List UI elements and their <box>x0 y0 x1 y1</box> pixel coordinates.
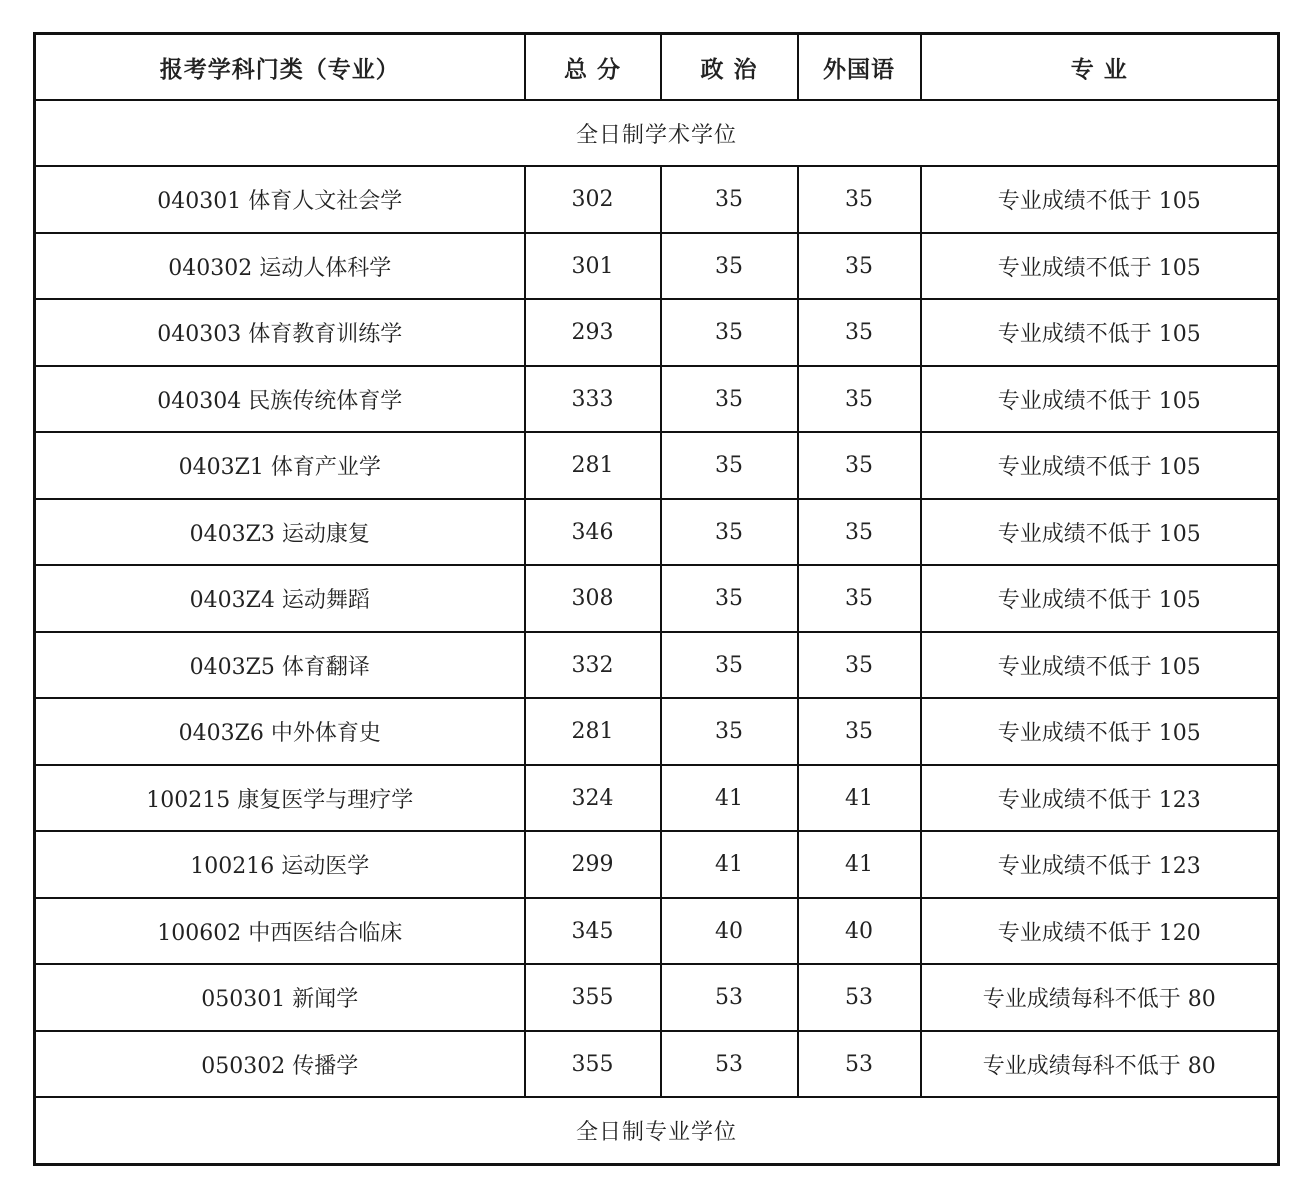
cell-major: 专业成绩每科不低于 80 <box>921 964 1279 1030</box>
cell-politics: 53 <box>661 964 798 1030</box>
cell-total: 299 <box>525 831 661 897</box>
section-professional-label: 全日制专业学位 <box>35 1097 1279 1164</box>
cell-total: 345 <box>525 898 661 964</box>
cell-politics: 41 <box>661 831 798 897</box>
cell-discipline: 040301 体育人文社会学 <box>35 166 525 232</box>
cell-foreign: 53 <box>798 1031 921 1097</box>
cell-discipline: 100216 运动医学 <box>35 831 525 897</box>
table-row <box>35 432 1279 498</box>
cell-total: 301 <box>525 233 661 299</box>
cell-total: 302 <box>525 166 661 232</box>
cell-foreign: 35 <box>798 233 921 299</box>
cell-discipline: 100215 康复医学与理疗学 <box>35 765 525 831</box>
cell-politics: 35 <box>661 698 798 764</box>
table-row <box>35 166 1279 232</box>
cell-major: 专业成绩不低于 105 <box>921 565 1279 631</box>
cell-politics: 35 <box>661 366 798 432</box>
cell-major: 专业成绩每科不低于 80 <box>921 1031 1279 1097</box>
cell-total: 332 <box>525 632 661 698</box>
cell-discipline: 0403Z4 运动舞蹈 <box>35 565 525 631</box>
cell-major: 专业成绩不低于 120 <box>921 898 1279 964</box>
table-row <box>35 632 1279 698</box>
cell-major: 专业成绩不低于 105 <box>921 166 1279 232</box>
cell-total: 281 <box>525 432 661 498</box>
cell-discipline: 040303 体育教育训练学 <box>35 299 525 365</box>
cell-politics: 35 <box>661 299 798 365</box>
cell-major: 专业成绩不低于 105 <box>921 299 1279 365</box>
cell-discipline: 0403Z5 体育翻译 <box>35 632 525 698</box>
table-row <box>35 565 1279 631</box>
cell-total: 333 <box>525 366 661 432</box>
header-foreign-language: 外国语 <box>798 34 921 101</box>
cell-foreign: 40 <box>798 898 921 964</box>
cell-discipline: 050302 传播学 <box>35 1031 525 1097</box>
cell-politics: 40 <box>661 898 798 964</box>
cell-discipline: 040304 民族传统体育学 <box>35 366 525 432</box>
table-row <box>35 964 1279 1030</box>
table-row <box>35 366 1279 432</box>
table-row <box>35 499 1279 565</box>
table-row <box>35 1031 1279 1097</box>
header-major: 专 业 <box>921 34 1279 101</box>
cell-major: 专业成绩不低于 105 <box>921 432 1279 498</box>
cell-discipline: 100602 中西医结合临床 <box>35 898 525 964</box>
table-row <box>35 765 1279 831</box>
cell-politics: 35 <box>661 565 798 631</box>
header-row <box>35 34 1279 101</box>
cell-major: 专业成绩不低于 105 <box>921 698 1279 764</box>
cell-foreign: 35 <box>798 565 921 631</box>
cell-foreign: 35 <box>798 632 921 698</box>
cell-total: 355 <box>525 964 661 1030</box>
table-row <box>35 831 1279 897</box>
cell-foreign: 41 <box>798 765 921 831</box>
cell-total: 308 <box>525 565 661 631</box>
cell-foreign: 35 <box>798 698 921 764</box>
cell-foreign: 35 <box>798 166 921 232</box>
cell-discipline: 040302 运动人体科学 <box>35 233 525 299</box>
cell-total: 281 <box>525 698 661 764</box>
cell-discipline: 0403Z3 运动康复 <box>35 499 525 565</box>
cell-foreign: 35 <box>798 499 921 565</box>
cell-politics: 35 <box>661 166 798 232</box>
cell-total: 346 <box>525 499 661 565</box>
cell-total: 293 <box>525 299 661 365</box>
table-row <box>35 233 1279 299</box>
header-politics: 政 治 <box>661 34 798 101</box>
cell-foreign: 35 <box>798 299 921 365</box>
cell-major: 专业成绩不低于 105 <box>921 366 1279 432</box>
cell-politics: 53 <box>661 1031 798 1097</box>
cell-major: 专业成绩不低于 105 <box>921 632 1279 698</box>
cell-total: 324 <box>525 765 661 831</box>
cell-politics: 35 <box>661 499 798 565</box>
cell-politics: 35 <box>661 432 798 498</box>
cell-politics: 35 <box>661 632 798 698</box>
table-row <box>35 698 1279 764</box>
section-academic-label: 全日制学术学位 <box>35 100 1279 166</box>
cell-discipline: 0403Z1 体育产业学 <box>35 432 525 498</box>
cell-politics: 35 <box>661 233 798 299</box>
header-discipline: 报考学科门类（专业） <box>35 34 525 101</box>
cell-discipline: 050301 新闻学 <box>35 964 525 1030</box>
table-row <box>35 299 1279 365</box>
cell-foreign: 53 <box>798 964 921 1030</box>
cell-major: 专业成绩不低于 123 <box>921 765 1279 831</box>
section-row-academic <box>35 100 1279 166</box>
cell-total: 355 <box>525 1031 661 1097</box>
cell-major: 专业成绩不低于 105 <box>921 499 1279 565</box>
score-table <box>33 32 1280 1166</box>
cell-politics: 41 <box>661 765 798 831</box>
cell-foreign: 41 <box>798 831 921 897</box>
section-row-professional <box>35 1097 1279 1164</box>
cell-foreign: 35 <box>798 366 921 432</box>
table-row <box>35 898 1279 964</box>
header-total-score: 总 分 <box>525 34 661 101</box>
cell-discipline: 0403Z6 中外体育史 <box>35 698 525 764</box>
cell-major: 专业成绩不低于 105 <box>921 233 1279 299</box>
table-body <box>35 100 1279 1165</box>
cell-foreign: 35 <box>798 432 921 498</box>
cell-major: 专业成绩不低于 123 <box>921 831 1279 897</box>
